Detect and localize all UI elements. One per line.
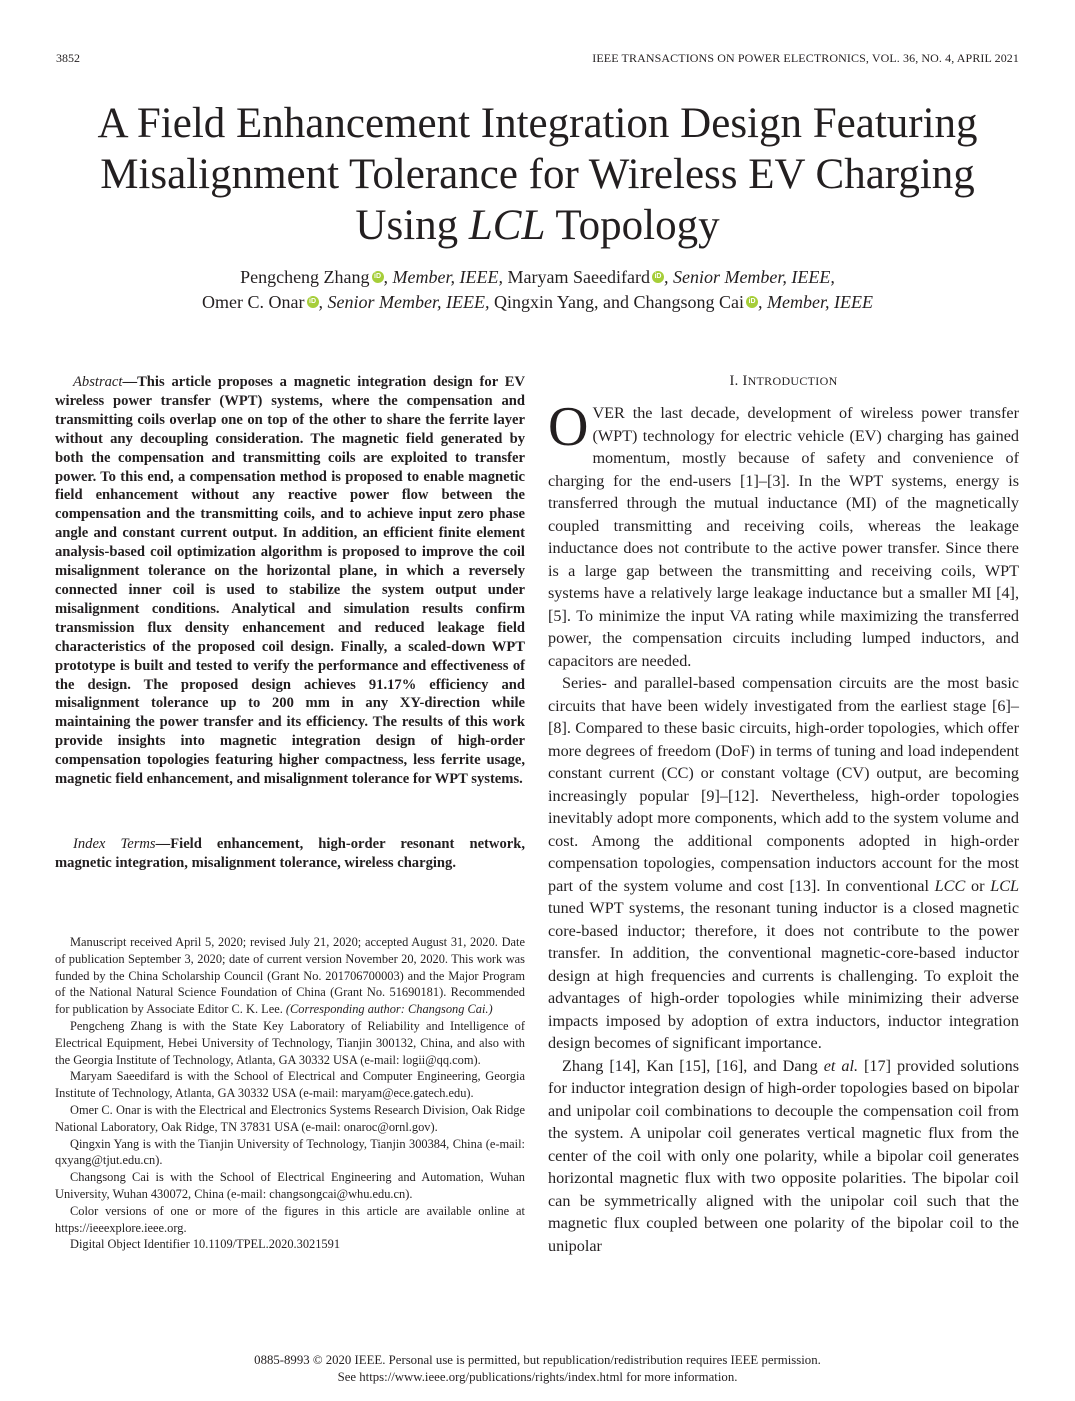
footnote-affiliation: Omer C. Onar is with the Electrical and Electronics Systems Research Division, Oak Ridge National Laboratory, Oak Ridge, TN 37831 USA (e-mail: onaroc@ornl.gov). [55, 1102, 525, 1134]
title-line-2: Misalignment Tolerance for Wireless EV Charging [100, 151, 975, 198]
title-line-1: A Field Enhancement Integration Design Featuring [97, 100, 978, 147]
page-number: 3852 [56, 51, 80, 65]
paragraph [548, 672, 1019, 1055]
corresponding-author: (Corresponding author: Changsong Cai.) [285, 1002, 493, 1017]
paragraph-text: or [965, 876, 991, 895]
title-line-3-post: Topology [545, 202, 720, 249]
topology-name: LCL [990, 876, 1019, 895]
paragraph [548, 396, 1019, 672]
footnote-affiliation: Maryam Saeedifard is with the School of Electrical and Computer Engineering, Georgia Institute of Technology, Atlanta, GA 30332 USA (e-mail: maryam@ece.gatech.edu). [55, 1069, 525, 1101]
author-role: , Senior Member, IEEE, [318, 292, 490, 312]
copyright-line-1: 0885-8993 © 2020 IEEE. Personal use is permitted, but republication/redistribution requires IEEE permission. [254, 1353, 821, 1367]
abstract-label: Abstract [73, 374, 123, 390]
orcid-icon[interactable]: iD [372, 271, 384, 283]
paragraph-text: [17] provided solutions for inductor integration design of high-order topologies based on bipolar and unipolar coil combinations to decouple the compensation coil from the system. A unipolar coil generates vertical magnetic flux from the center of the coil with only one polarity, while a bipolar coil generates horizontal magnetic flux with two opposite polarities. The bipolar coil can be symmetrically aligned with the unipolar coil such that the magnetic flux coupled between one polarity of the bipolar coil to the unipolar [548, 1056, 1019, 1255]
index-terms-text: —Field enhancement, high-order resonant network, magnetic integration, misalignment tolerance, wireless charging. [55, 836, 525, 871]
footnote-affiliation: Changsong Cai is with the School of Electrical Engineering and Automation, Wuhan University, Wuhan 430072, China (e-mail: changsongcai@whu.edu.cn). [55, 1170, 525, 1201]
author-role: , Senior Member, IEEE, [663, 267, 835, 287]
et-al: et al. [823, 1056, 859, 1075]
abstract [55, 373, 525, 789]
drop-cap: O [548, 396, 589, 458]
footnote-manuscript [55, 934, 525, 1018]
index-terms [55, 835, 525, 873]
title-line-3-pre: Using [355, 202, 469, 249]
author-name: Omer C. Onar [202, 292, 305, 312]
orcid-icon[interactable]: iD [652, 271, 664, 283]
orcid-icon[interactable]: iD [307, 296, 319, 308]
introduction-body [548, 396, 1019, 1257]
author-name: Maryam Saeedifard [503, 267, 650, 287]
section-heading [548, 373, 1019, 390]
topology-name: LCC [934, 876, 966, 895]
author-name: Qingxin Yang, and Changsong Cai [489, 292, 744, 312]
authors-line-2 [40, 290, 1035, 314]
author-role: , Member, IEEE, [383, 267, 504, 287]
footnote-manuscript-text: Manuscript received April 5, 2020; revised July 21, 2020; accepted August 31, 2020. Date of publication September 3, 2020; date of current version November 20, 2020. This work was funded by the China Scholarship Council (Grant No. 201706700003) and the Major Program of the National Natural Science Foundation of China (Grant No. 51690181). Recommended for publication by Associate Editor C. K. Lee. [55, 935, 525, 1017]
paragraph-text: Series- and parallel-based compensation circuits are the most basic circuits that have been widely investigated from the earliest stage [6]–[8]. Compared to these basic circuits, high-order topologies, which offer more degrees of freedom (DoF) in terms of tuning and load independent constant current (CC) or constant voltage (CV) output, are becoming increasingly popular [9]–[12]. Nevertheless, high-order topologies inevitably adopt more components, which add to the system volume and cost. Among the additional components adopted in high-order compensation topologies, compensation inductors account for the most part of the system volume and cost [13]. In conventional [548, 674, 1019, 895]
footnote-affiliation: Qingxin Yang is with the Tianjin University of Technology, Tianjin 300384, China (e-mail: qxyang@tjut.edu.cn). [55, 1136, 525, 1168]
journal-header: IEEE TRANSACTIONS ON POWER ELECTRONICS, VOL. 36, NO. 4, APRIL 2021 [592, 51, 1019, 65]
author-role: , Member, IEEE [758, 292, 873, 312]
author-name: Pengcheng Zhang [240, 267, 370, 287]
section-title-initial: I [742, 373, 748, 389]
footnote-color: Color versions of one or more of the figures in this article are available online at https://ieeexplore.ieee.org. [55, 1203, 525, 1235]
index-terms-label: Index Terms [73, 836, 156, 852]
copyright-notice [40, 1352, 1035, 1386]
paragraph-text: tuned WPT systems, the resonant tuning inductor is a closed magnetic core-based inductor; therefore, it does not contribute to the power transfer. In addition, the conventional magnetic-core-based inductor design at high frequencies and currents is challenging. To exploit the advantages of high-order topologies while minimizing their adverse impacts imposed by adoption of extra inductors, inductor integration design becomes of significant importance. [548, 899, 1019, 1052]
copyright-line-2: See https://www.ieee.org/publications/rights/index.html for more information. [337, 1370, 738, 1384]
section-title-rest: NTRODUCTION [747, 374, 838, 388]
footnote-doi: Digital Object Identifier 10.1109/TPEL.2020.3021591 [70, 1237, 341, 1252]
paragraph [548, 1055, 1019, 1258]
footnote-affiliation: Pengcheng Zhang is with the State Key Laboratory of Reliability and Intelligence of Electrical Equipment, Hebei University of Technology, Tianjin 300132, China, and also with the Georgia Institute of Technology, Atlanta, GA 30332 USA (e-mail: logii@qq.com). [55, 1018, 525, 1067]
authors-line-1 [40, 265, 1035, 289]
title-line-3-italic: LCL [468, 202, 546, 249]
abstract-text: —This article proposes a magnetic integration design for EV wireless power transfer (WPT) systems, where the compensation and transmitting coils overlap one on top of the other to share the ferrite layer without any decoupling consideration. The magnetic field generated by both the compensation and transmitting coils are exploited to transfer power. To this end, a compensation method is proposed to enable magnetic field enhancement without any reactive power flow between the compensation and the transmitting coils, and to achieve input zero phase angle and constant current output. In addition, an efficient finite element analysis-based coil optimization algorithm is proposed to improve the coil misalignment tolerance on the horizontal plane, in which a reversely connected inner coil is used to stabilize the system output under misalignment conditions. Analytical and simulation results confirm transmission flux density enhancement and reduced leakage field characteristics of the proposed coil design. Finally, a scaled-down WPT prototype is built and tested to verify the performance and effectiveness of the design. The proposed design achieves 91.17% efficiency and misalignment tolerance up to 200 mm in any XY-direction while maintaining the power transfer and its efficiency. The results of this work provide insights into magnetic integration design of high-order compensation topologies featuring higher compactness, less ferrite usage, magnetic field enhancement, and misalignment tolerance for WPT systems. [55, 374, 525, 788]
footnotes [55, 934, 525, 1253]
section-number: I. [729, 373, 743, 389]
orcid-icon[interactable]: iD [746, 296, 758, 308]
paragraph-text: VER the last decade, development of wireless power transfer (WPT) technology for electric vehicle (EV) charging has gained momentum, mostly because of safety and convenience of charging for the end-users [1]–[3]. In the WPT systems, energy is transferred through the mutual inductance (MI) of the magnetically coupled transmitting and receiving coils, whereas the leakage inductance does not contribute to the active power transfer. Since there is a large gap between the transmitting and receiving coils, WPT systems have a relatively large leakage inductance but a smaller MI [4], [5]. To minimize the input VA rating while maximizing the transferred power, the compensation circuits including lumped inductors, and capacitors are needed. [548, 404, 1019, 670]
paragraph-text: Zhang [14], Kan [15], [16], and Dang [562, 1056, 824, 1075]
paper-title [40, 98, 1035, 251]
